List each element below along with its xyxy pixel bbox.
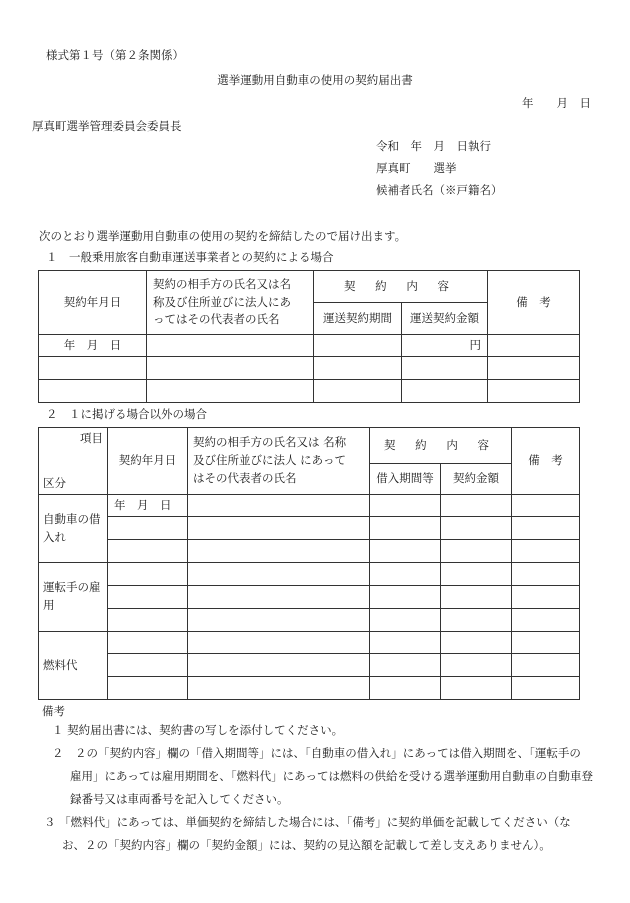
note-3-line-2: お、２の「契約内容」欄の「契約金額」には、契約の見込額を記載して差し支えありません）。 — [62, 838, 551, 852]
form-id: 様式第１号（第２条関係） — [46, 48, 184, 62]
col-transport-period: 運送契約期間 — [314, 303, 402, 335]
other-contract-table — [38, 427, 580, 700]
col-contract-party: 契約の相手方の氏名又は 名称 及び住所並びに法人 にあって はその代表者の氏名 — [188, 428, 370, 495]
col-contract-amount: 契約金額 — [441, 464, 512, 495]
col-contract-details: 契 約 内 容 — [314, 271, 488, 303]
table-row — [39, 654, 580, 677]
table-row — [39, 335, 580, 357]
addressee: 厚真町選挙管理委員会委員長 — [32, 119, 182, 133]
col-contract-date: 契約年月日 — [39, 271, 147, 335]
row-date: 年 月 日 — [39, 335, 147, 357]
table-row — [39, 517, 580, 540]
col-transport-amount: 運送契約金額 — [402, 303, 488, 335]
submission-date: 年 月 日 — [522, 96, 591, 110]
yen-unit: 円 — [402, 335, 488, 357]
table-row — [39, 586, 580, 609]
section2-heading: ２ １に掲げる場合以外の場合 — [46, 407, 207, 421]
document-title: 選挙運動用自動車の使用の契約届出書 — [217, 73, 413, 87]
row-fuel: 燃料代 — [39, 632, 108, 700]
col-contract-date: 契約年月日 — [108, 428, 188, 495]
notes-heading: 備考 — [42, 704, 65, 718]
row-driver-employment: 運転手の雇 用 — [39, 563, 108, 632]
col-contract-party: 契約の相手方の氏名又は名 称及び住所並びに法人にあ ってはその代表者の氏名 — [147, 271, 314, 335]
table-row — [39, 609, 580, 632]
note-1: １ 契約届出書には、契約書の写しを添付してください。 — [52, 723, 344, 737]
table-row — [39, 540, 580, 563]
col-remarks: 備 考 — [488, 271, 580, 335]
section1-heading: １ 一般乗用旅客自動車運送事業者との契約による場合 — [46, 250, 334, 264]
row-date: 年 月 日 — [108, 495, 188, 517]
note-2-line-1: ２ ２の「契約内容」欄の「借入期間等」には、「自動車の借入れ」にあっては借入期間を、「運転手の — [52, 746, 581, 760]
col-borrow-period: 借入期間等 — [370, 464, 441, 495]
col-division: 区分 — [43, 475, 66, 490]
table-row — [39, 632, 580, 654]
col-item: 項目 — [80, 431, 103, 445]
election-date: 令和 年 月 日執行 — [376, 139, 491, 153]
table-row — [39, 677, 580, 700]
item-division-header — [39, 428, 108, 495]
table-row — [39, 357, 580, 380]
table-row — [39, 563, 580, 586]
candidate-name: 候補者氏名（※戸籍名） — [376, 183, 503, 197]
table-row — [39, 495, 580, 517]
col-remarks: 備 考 — [512, 428, 580, 495]
col-contract-details: 契 約 内 容 — [370, 428, 512, 464]
note-2-line-3: 録番号又は車両番号を記入してください。 — [70, 792, 289, 806]
intro-text: 次のとおり選挙運動用自動車の使用の契約を締結したので届け出ます。 — [39, 229, 407, 243]
note-3-line-1: ３ 「燃料代」にあっては、単価契約を締結した場合には、「備考」に契約単価を記載してください（な — [44, 815, 571, 829]
note-2-line-2: 雇用」にあっては雇用期間を、「燃料代」にあっては燃料の供給を受ける選挙運動用自動車の自動車登 — [70, 769, 594, 783]
table-row — [39, 380, 580, 403]
election-name: 厚真町 選挙 — [376, 161, 457, 175]
taxi-contract-table — [38, 270, 580, 403]
row-car-rental: 自動車の借 入れ — [39, 495, 108, 563]
